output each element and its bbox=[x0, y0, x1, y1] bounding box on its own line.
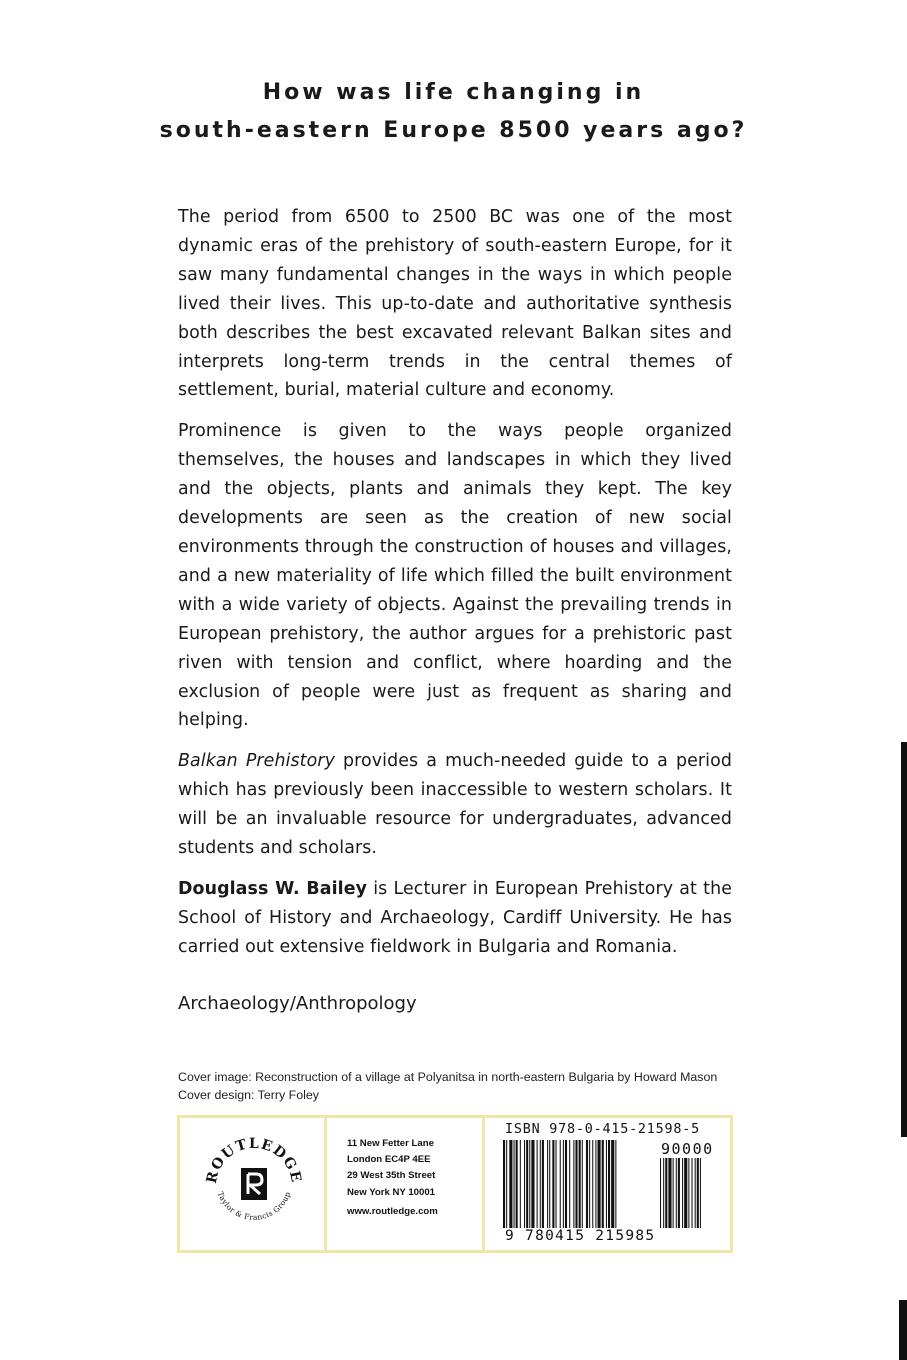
addon-bar bbox=[695, 1158, 696, 1228]
logo-group-name: Taylor & Francis Group bbox=[215, 1190, 293, 1222]
publisher-address bbox=[347, 1136, 438, 1220]
barcode-bar bbox=[516, 1140, 518, 1228]
barcode-bar bbox=[547, 1140, 548, 1228]
isbn-number: ISBN 978-0-415-21598-5 bbox=[505, 1122, 700, 1137]
blurb bbox=[178, 203, 732, 974]
publisher-logo-cell bbox=[180, 1118, 327, 1250]
price-code: 90000 bbox=[661, 1140, 714, 1158]
addon-bar bbox=[673, 1158, 674, 1228]
barcode-cell bbox=[485, 1118, 730, 1250]
author-bio bbox=[178, 875, 732, 962]
barcode-bar bbox=[556, 1140, 557, 1228]
barcode-bar bbox=[611, 1140, 614, 1228]
barcode-bar bbox=[608, 1140, 610, 1228]
cover-credits bbox=[178, 1068, 738, 1104]
barcode-bar bbox=[560, 1140, 561, 1228]
barcode-bar bbox=[506, 1140, 507, 1228]
barcode-bar bbox=[563, 1140, 564, 1228]
edge-mark bbox=[901, 742, 907, 1137]
barcode-bar bbox=[531, 1140, 534, 1228]
address-line-3: 29 West 35th Street bbox=[347, 1170, 436, 1182]
barcode-bar bbox=[529, 1140, 530, 1228]
addon-bar bbox=[688, 1158, 689, 1228]
addon-bar bbox=[700, 1158, 701, 1228]
headline-line-2: south-eastern Europe 8500 years ago? bbox=[159, 118, 748, 143]
barcode-bar bbox=[542, 1140, 544, 1228]
headline bbox=[0, 74, 907, 150]
address-line-2: London EC4P 4EE bbox=[347, 1154, 431, 1166]
barcode-bar bbox=[606, 1140, 607, 1228]
barcode-bar bbox=[615, 1140, 616, 1228]
barcode-bar bbox=[509, 1140, 512, 1228]
barcode-bar bbox=[582, 1140, 583, 1228]
barcode-bar bbox=[579, 1140, 581, 1228]
barcode-bar bbox=[520, 1140, 521, 1228]
barcode-bar bbox=[586, 1140, 588, 1228]
addon-bar bbox=[676, 1158, 677, 1228]
book-title: Balkan Prehistory bbox=[178, 751, 335, 772]
barcode-bar bbox=[595, 1140, 596, 1228]
cover-image-credit: Cover image: Reconstruction of a village at Polyanitsa in north-eastern Bulgaria by Howard Mason bbox=[178, 1070, 718, 1084]
publisher-footer bbox=[177, 1115, 733, 1253]
addon-bar bbox=[697, 1158, 699, 1228]
address-line-1: 11 New Fetter Lane bbox=[347, 1138, 434, 1149]
logo-publisher-name: ROUTLEDGE bbox=[203, 1135, 305, 1185]
address-line-4: New York NY 10001 bbox=[347, 1186, 435, 1198]
addon-bar bbox=[660, 1158, 661, 1228]
blurb-paragraph-1: The period from 6500 to 2500 BC was one of the most dynamic eras of the prehistory of south-eastern Europe, for it saw many fundamental changes in the ways in which people lived their lives. This up-to-date and authoritative synthesis both describes the best excavated relevant Balkan sites and interprets long-term trends in the central themes of settlement, burial, material culture and economy. bbox=[178, 207, 732, 401]
blurb-paragraph-3 bbox=[178, 747, 732, 863]
logo-emblem bbox=[241, 1168, 267, 1200]
headline-line-1: How was life changing in bbox=[262, 80, 645, 105]
barcode-bar bbox=[569, 1140, 570, 1228]
barcode-bar bbox=[602, 1140, 604, 1228]
ean-number: 9 780415 215985 bbox=[505, 1228, 656, 1244]
author-name: Douglass W. Bailey bbox=[178, 878, 368, 899]
barcode-bar bbox=[540, 1140, 541, 1228]
barcode-bar bbox=[589, 1140, 590, 1228]
barcode-bar bbox=[503, 1140, 505, 1228]
addon-bar bbox=[663, 1158, 664, 1228]
edge-mark-lower bbox=[899, 1300, 907, 1360]
routledge-logo bbox=[198, 1128, 310, 1240]
addon-bar bbox=[692, 1158, 693, 1228]
blurb-paragraph-2: Prominence is given to the ways people organized themselves, the houses and landscapes in which they lived and the objects, plants and animals they kept. The key developments are seen as the creation of new social environments through the construction of houses and villages, and a new materiality of life which filled the built environment with a wide variety of objects. Against the prevailing trends in European prehistory, the author argues for a prehistoric past riven with tension and conflict, where hoarding and the exclusion of people were just as frequent as sharing and helping. bbox=[178, 421, 732, 731]
barcode-bar bbox=[526, 1140, 528, 1228]
addon-bar bbox=[682, 1158, 683, 1228]
barcode-bar bbox=[598, 1140, 601, 1228]
barcode-bar bbox=[537, 1140, 538, 1228]
barcode-bar bbox=[575, 1140, 577, 1228]
addon-bar bbox=[678, 1158, 680, 1228]
barcode-bar bbox=[573, 1140, 574, 1228]
barcode-bar bbox=[592, 1140, 593, 1228]
barcode-bar bbox=[552, 1140, 554, 1228]
blurb-paragraph-3-text: provides a much-needed guide to a period which has previously been inaccessible to western scholars. It will be an invaluable resource for undergraduates, advanced students and scholars. bbox=[178, 751, 732, 859]
publisher-address-cell bbox=[327, 1118, 485, 1250]
addon-bar bbox=[684, 1158, 687, 1228]
addon-bar bbox=[668, 1158, 671, 1228]
cover-design-credit: Cover design: Terry Foley bbox=[178, 1088, 319, 1102]
barcode-bar bbox=[565, 1140, 567, 1228]
barcode-bar bbox=[514, 1140, 515, 1228]
addon-bar bbox=[665, 1158, 667, 1228]
author-bio-text: is Lecturer in European Prehistory at the School of History and Archaeology, Cardiff University. He has carried out extensive fieldwork in Bulgaria and Romania. bbox=[178, 878, 732, 957]
barcode-bar bbox=[524, 1140, 525, 1228]
barcode-bar bbox=[549, 1140, 550, 1228]
publisher-website: www.routledge.com bbox=[347, 1205, 438, 1217]
subject-category: Archaeology/Anthropology bbox=[178, 993, 417, 1014]
